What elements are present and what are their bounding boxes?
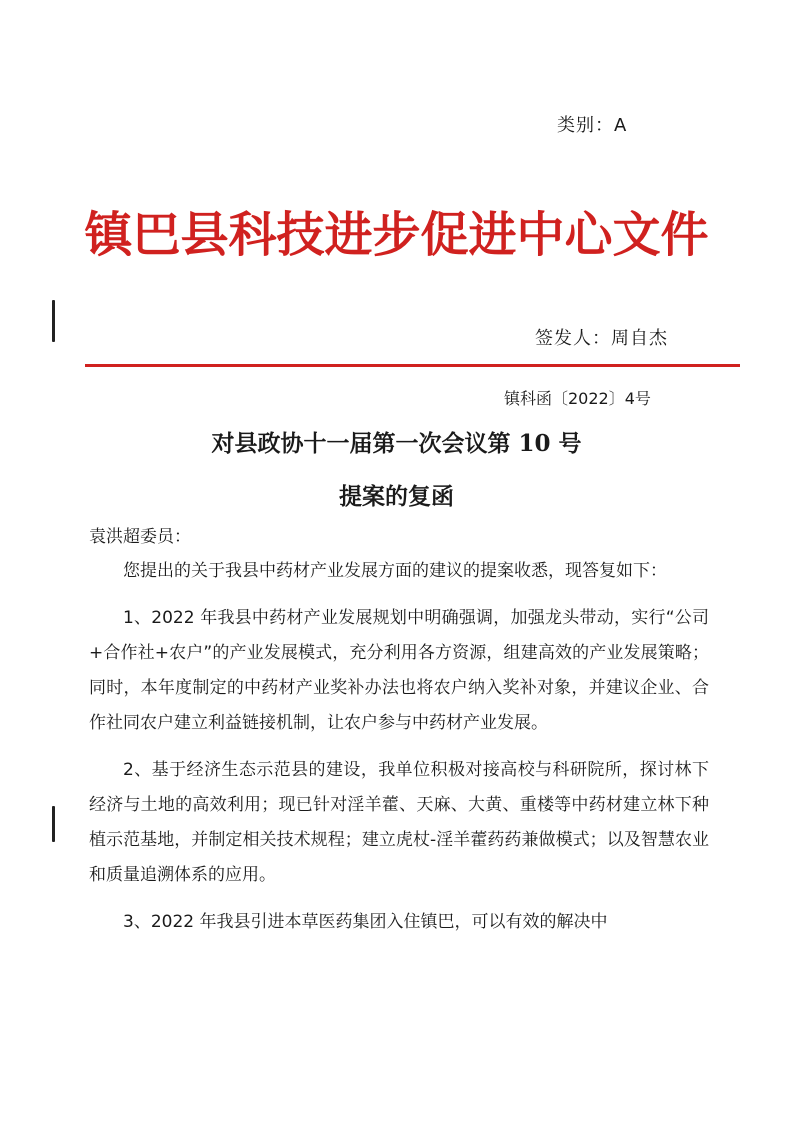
paragraph: 2、基于经济生态示范县的建设，我单位积极对接高校与科研院所，探讨林下经济与土地的高效利用；现已针对淫羊藿、天麻、大黄、重楼等中药材建立林下种植示范基地，并制定相关技术规程；建立虎杖-淫羊藿药药兼做模式；以及智慧农业和质量追溯体系的应用。 (89, 760, 709, 885)
scan-edge-mark (52, 806, 55, 842)
issuer-title: 镇巴县科技进步促进中心文件 (84, 207, 709, 263)
letter-body (89, 554, 709, 952)
red-divider (85, 364, 740, 367)
paragraph: 1、2022 年我县中药材产业发展规划中明确强调，加强龙头带动，实行“公司+合作社+农户”的产业发展模式，充分利用各方资源，组建高效的产业发展策略；同时，本年度制定的中药材产业奖补办法也将农户纳入奖补对象，并建议企业、合作社同农户建立利益链接机制，让农户参与中药材产业发展。 (89, 608, 709, 733)
document-title-line-2: 提案的复函 (339, 483, 454, 510)
document-number: 镇科函〔2022〕4号 (504, 389, 651, 408)
salutation: 袁洪超委员： (89, 527, 191, 547)
paragraph: 您提出的关于我县中药材产业发展方面的建议的提案收悉，现答复如下： (123, 561, 667, 581)
category-label: 类别：A (557, 115, 628, 136)
signer-label: 签发人：周自杰 (535, 328, 668, 349)
scan-edge-mark (52, 300, 55, 342)
paragraph: 3、2022 年我县引进本草医药集团入住镇巴，可以有效的解决中 (123, 912, 608, 932)
document-title-line-1: 对县政协十一届第一次会议第 10 号 (211, 430, 582, 457)
